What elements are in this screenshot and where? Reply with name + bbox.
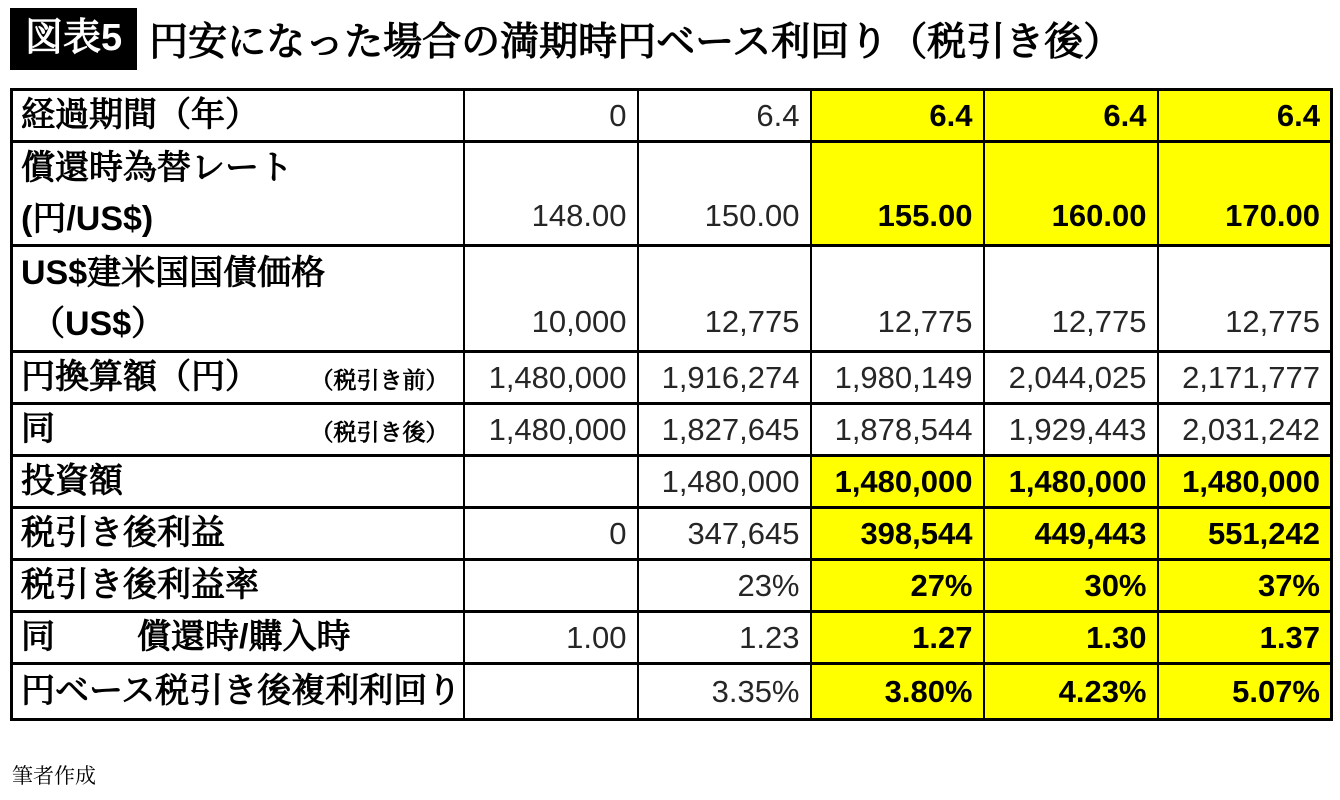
- table-cell: 3.80%: [811, 664, 984, 720]
- row-label-main: 円換算額（円）: [21, 358, 259, 397]
- table-row-aftertax-profit-rate: [12, 560, 1332, 612]
- table-cell: 30%: [984, 560, 1158, 612]
- table-cell: 12,775: [811, 246, 984, 352]
- table-cell: 160.00: [984, 142, 1158, 246]
- row-label-main: 同: [21, 618, 55, 657]
- table-cell: 23%: [638, 560, 811, 612]
- table-cell: 1,480,000: [638, 456, 811, 508]
- table-cell: 6.4: [1158, 90, 1332, 142]
- table-cell: 551,242: [1158, 508, 1332, 560]
- row-label: [12, 142, 464, 246]
- row-label: [12, 352, 464, 404]
- table-cell: 1.37: [1158, 612, 1332, 664]
- row-label: 投資額: [12, 456, 464, 508]
- table-cell: 1,480,000: [984, 456, 1158, 508]
- table-cell: 12,775: [984, 246, 1158, 352]
- table-cell: 6.4: [984, 90, 1158, 142]
- row-label-suffix: （税引き前）: [310, 367, 449, 394]
- table-cell: 1,980,149: [811, 352, 984, 404]
- row-label-line1: US$建米国国債価格: [21, 253, 326, 292]
- table-cell: 1,929,443: [984, 404, 1158, 456]
- table-row-redemption-purchase-ratio: [12, 612, 1332, 664]
- table-cell: 5.07%: [1158, 664, 1332, 720]
- yield-table: [10, 88, 1333, 721]
- table-cell: [464, 560, 638, 612]
- table-row-yen-value-aftertax: [12, 404, 1332, 456]
- table-row-yen-compound-yield: [12, 664, 1332, 720]
- table-cell: 4.23%: [984, 664, 1158, 720]
- row-label-secondary: 償還時/購入時: [137, 618, 351, 657]
- table-cell: 150.00: [638, 142, 811, 246]
- table-cell: 1.00: [464, 612, 638, 664]
- table-cell: 155.00: [811, 142, 984, 246]
- table-row-fx-rate: [12, 142, 1332, 246]
- table-cell: 3.35%: [638, 664, 811, 720]
- table-row-yen-value-pretax: [12, 352, 1332, 404]
- table-cell: 6.4: [638, 90, 811, 142]
- table-cell: 1.27: [811, 612, 984, 664]
- row-label: 経過期間（年）: [12, 90, 464, 142]
- source-credit: 筆者作成: [12, 765, 96, 788]
- row-label: 税引き後利益率: [12, 560, 464, 612]
- row-label: 税引き後利益: [12, 508, 464, 560]
- table-cell: 10,000: [464, 246, 638, 352]
- table-cell: 148.00: [464, 142, 638, 246]
- row-label: [12, 612, 464, 664]
- row-label-suffix: （税引き後）: [310, 419, 449, 446]
- figure-number-badge: 図表5: [10, 8, 137, 70]
- table-cell: 37%: [1158, 560, 1332, 612]
- table-cell: [464, 664, 638, 720]
- row-label-line2: (円/US$): [21, 200, 154, 238]
- table-cell: 1,916,274: [638, 352, 811, 404]
- row-label: [12, 404, 464, 456]
- table-cell: 1,827,645: [638, 404, 811, 456]
- table-cell: 170.00: [1158, 142, 1332, 246]
- table-cell: 0: [464, 90, 638, 142]
- table-cell: 1,480,000: [811, 456, 984, 508]
- table-cell: 6.4: [811, 90, 984, 142]
- table-row-investment-amount: [12, 456, 1332, 508]
- table-cell: 1,480,000: [464, 352, 638, 404]
- table-cell: 2,044,025: [984, 352, 1158, 404]
- row-label-main: 同: [21, 410, 55, 449]
- table-cell: 2,171,777: [1158, 352, 1332, 404]
- table-cell: [464, 456, 638, 508]
- row-label-line1: 償還時為替レート: [21, 148, 293, 187]
- table-cell: 1.30: [984, 612, 1158, 664]
- table-cell: 0: [464, 508, 638, 560]
- table-row-aftertax-profit: [12, 508, 1332, 560]
- row-label-line2: （US$）: [31, 305, 166, 343]
- table-cell: 1,878,544: [811, 404, 984, 456]
- table-cell: 398,544: [811, 508, 984, 560]
- table-cell: 347,645: [638, 508, 811, 560]
- table-cell: 2,031,242: [1158, 404, 1332, 456]
- table-cell: 12,775: [1158, 246, 1332, 352]
- table-cell: 449,443: [984, 508, 1158, 560]
- table-cell: 1.23: [638, 612, 811, 664]
- figure-header: [10, 8, 1122, 70]
- row-label: [12, 246, 464, 352]
- table-cell: 12,775: [638, 246, 811, 352]
- page-title: 円安になった場合の満期時円ベース利回り（税引き後）: [149, 20, 1123, 64]
- table-cell: 27%: [811, 560, 984, 612]
- table-row-usd-bond-price: [12, 246, 1332, 352]
- table-row-elapsed-years: [12, 90, 1332, 142]
- table-cell: 1,480,000: [464, 404, 638, 456]
- row-label: 円ベース税引き後複利利回り: [12, 664, 464, 720]
- table-cell: 1,480,000: [1158, 456, 1332, 508]
